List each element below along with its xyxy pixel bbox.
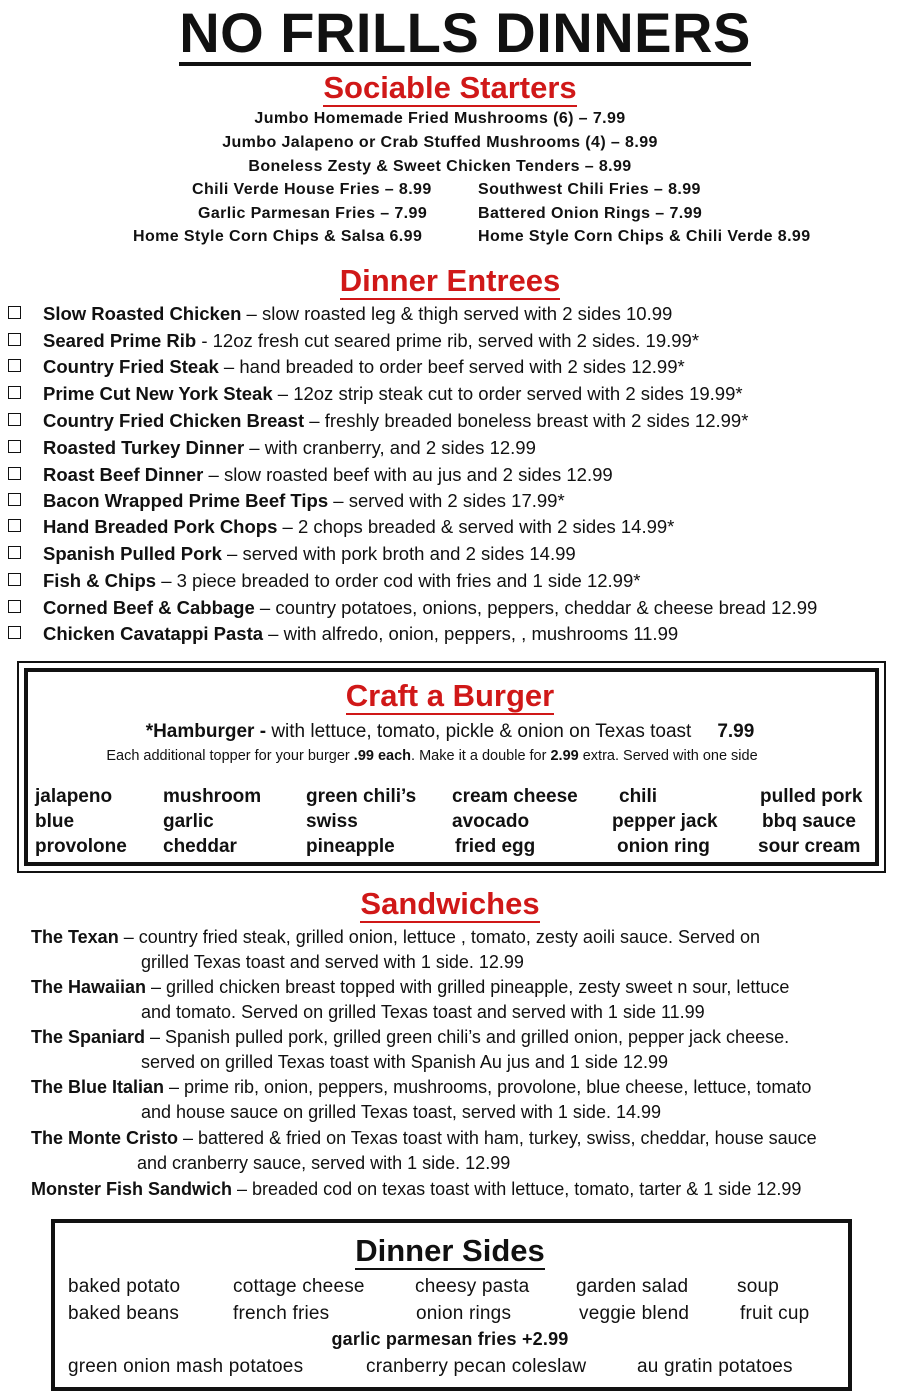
side-item: cottage cheese bbox=[233, 1276, 365, 1297]
sandwich-item bbox=[31, 1027, 789, 1048]
starters-heading: Sociable Starters bbox=[323, 70, 577, 105]
sandwich-desc-cont: served on grilled Texas toast with Spanish Au jus and 1 side 12.99 bbox=[141, 1052, 669, 1072]
checkbox-icon bbox=[8, 519, 21, 532]
entree-item bbox=[8, 623, 678, 645]
topper-item: sour cream bbox=[758, 836, 861, 857]
sandwich-name: The Spaniard bbox=[31, 1027, 146, 1047]
starter-item: Jumbo Homemade Fried Mushrooms (6) – 7.99 bbox=[254, 110, 626, 127]
burger-desc: with lettuce, tomato, pickle & onion on Texas toast bbox=[271, 721, 692, 742]
burger-main bbox=[0, 721, 900, 743]
side-item: cranberry pecan coleslaw bbox=[366, 1356, 587, 1377]
sandwich-desc-cont: and house sauce on grilled Texas toast, served with 1 side. 14.99 bbox=[141, 1102, 661, 1122]
entree-name: Country Fried Steak bbox=[43, 356, 219, 377]
checkbox-icon bbox=[8, 413, 21, 426]
entree-desc: – served with pork broth and 2 sides 14.99 bbox=[221, 543, 576, 564]
entree-item bbox=[8, 597, 817, 619]
entree-name: Prime Cut New York Steak bbox=[43, 383, 273, 404]
entree-desc: – 3 piece breaded to order cod with fries and 1 side 12.99* bbox=[156, 570, 641, 591]
entree-desc: – with alfredo, onion, peppers, , mushrooms 11.99 bbox=[263, 623, 679, 644]
starter-item: Battered Onion Rings – 7.99 bbox=[478, 205, 703, 222]
topper-item: green chili’s bbox=[306, 786, 417, 807]
entree-name: Seared Prime Rib bbox=[43, 330, 197, 351]
checkbox-icon bbox=[8, 546, 21, 559]
sandwich-item bbox=[31, 1179, 801, 1200]
side-item: baked potato bbox=[68, 1276, 181, 1297]
entrees-heading: Dinner Entrees bbox=[339, 263, 561, 298]
sandwich-desc: – grilled chicken breast topped with grilled pineapple, zesty sweet n sour, lettuce bbox=[146, 977, 790, 997]
topper-item: onion ring bbox=[617, 836, 710, 857]
entree-desc: – country potatoes, onions, peppers, cheddar & cheese bread 12.99 bbox=[254, 597, 818, 618]
side-item: cheesy pasta bbox=[415, 1276, 530, 1297]
entree-desc: – freshly breaded boneless breast with 2 sides 12.99* bbox=[304, 410, 749, 431]
sandwich-desc: – breaded cod on texas toast with lettuce, tomato, tarter & 1 side 12.99 bbox=[232, 1179, 802, 1199]
side-item: garden salad bbox=[576, 1276, 689, 1297]
sandwiches-heading: Sandwiches bbox=[360, 886, 540, 921]
entree-name: Slow Roasted Chicken bbox=[43, 303, 242, 324]
entree-item bbox=[8, 516, 674, 538]
entree-name: Chicken Cavatappi Pasta bbox=[43, 623, 264, 644]
sandwich-desc-cont: grilled Texas toast and served with 1 side. 12.99 bbox=[141, 952, 524, 972]
checkbox-icon bbox=[8, 573, 21, 586]
checkbox-icon bbox=[8, 359, 21, 372]
burger-note: Each additional topper for your burger .99 each. Make it a double for 2.99 extra. Served with one side bbox=[106, 748, 758, 764]
entree-desc: – served with 2 sides 17.99* bbox=[328, 490, 565, 511]
entree-name: Country Fried Chicken Breast bbox=[43, 410, 305, 431]
checkbox-icon bbox=[8, 386, 21, 399]
topper-item: bbq sauce bbox=[762, 811, 856, 832]
sandwich-desc: – prime rib, onion, peppers, mushrooms, provolone, blue cheese, lettuce, tomato bbox=[164, 1077, 812, 1097]
checkbox-icon bbox=[8, 600, 21, 613]
sandwich-desc: – Spanish pulled pork, grilled green chili’s and grilled onion, pepper jack cheese. bbox=[145, 1027, 790, 1047]
entree-desc: – 2 chops breaded & served with 2 sides 14.99* bbox=[277, 516, 675, 537]
side-item: onion rings bbox=[416, 1303, 512, 1324]
topper-item: mushroom bbox=[163, 786, 262, 807]
sandwich-desc-cont: and tomato. Served on grilled Texas toast and served with 1 side 11.99 bbox=[141, 1002, 705, 1022]
topper-item: pulled pork bbox=[760, 786, 863, 807]
side-item: fruit cup bbox=[740, 1303, 810, 1324]
entree-item bbox=[8, 410, 748, 432]
starter-item: Garlic Parmesan Fries – 7.99 bbox=[198, 205, 428, 222]
page-title: NO FRILLS DINNERS bbox=[179, 1, 751, 64]
topper-item: fried egg bbox=[455, 836, 536, 857]
sandwich-name: The Hawaiian bbox=[31, 977, 147, 997]
sandwich-desc-cont: and cranberry sauce, served with 1 side. 12.99 bbox=[137, 1153, 511, 1173]
entree-name: Hand Breaded Pork Chops bbox=[43, 516, 278, 537]
checkbox-icon bbox=[8, 467, 21, 480]
starter-item: Boneless Zesty & Sweet Chicken Tenders – 8.99 bbox=[248, 158, 632, 175]
topper-item: swiss bbox=[306, 811, 358, 832]
burger-heading: Craft a Burger bbox=[345, 678, 555, 713]
sandwich-desc: – country fried steak, grilled onion, lettuce , tomato, zesty aoili sauce. Served on bbox=[118, 927, 761, 947]
topper-item: chili bbox=[619, 786, 658, 807]
sandwich-item bbox=[31, 1077, 811, 1098]
entree-desc: - 12oz fresh cut seared prime rib, served with 2 sides. 19.99* bbox=[196, 330, 700, 351]
entree-desc: – 12oz strip steak cut to order served with 2 sides 19.99* bbox=[272, 383, 743, 404]
side-item: au gratin potatoes bbox=[637, 1356, 793, 1377]
topper-item: jalapeno bbox=[35, 786, 113, 807]
topper-item: blue bbox=[35, 811, 75, 832]
entree-desc: – slow roasted leg & thigh served with 2 sides 10.99 bbox=[241, 303, 673, 324]
topper-item: cream cheese bbox=[452, 786, 578, 807]
entree-desc: – slow roasted beef with au jus and 2 sides 12.99 bbox=[203, 464, 613, 485]
entree-item bbox=[8, 383, 743, 405]
side-item: baked beans bbox=[68, 1303, 180, 1324]
topper-item: cheddar bbox=[163, 836, 237, 857]
entree-item bbox=[8, 303, 672, 325]
sandwich-item bbox=[31, 1128, 817, 1149]
entree-name: Corned Beef & Cabbage bbox=[43, 597, 255, 618]
topper-item: avocado bbox=[452, 811, 530, 832]
entree-item bbox=[8, 543, 576, 565]
entree-item bbox=[8, 490, 565, 512]
entree-item bbox=[8, 330, 699, 352]
entree-item bbox=[8, 437, 536, 459]
side-item: french fries bbox=[233, 1303, 330, 1324]
topper-item: provolone bbox=[35, 836, 127, 857]
side-item: veggie blend bbox=[579, 1303, 690, 1324]
burger-price: 7.99 bbox=[717, 721, 755, 742]
checkbox-icon bbox=[8, 306, 21, 319]
sandwich-desc: – battered & fried on Texas toast with ham, turkey, swiss, cheddar, house sauce bbox=[178, 1128, 817, 1148]
starter-item: Southwest Chili Fries – 8.99 bbox=[478, 181, 701, 198]
burger-name: *Hamburger - bbox=[145, 721, 272, 742]
sandwich-item bbox=[31, 927, 760, 948]
featured-side: garlic parmesan fries +2.99 bbox=[331, 1329, 569, 1349]
checkbox-icon bbox=[8, 440, 21, 453]
sandwich-name: The Texan bbox=[31, 927, 119, 947]
entree-item bbox=[8, 356, 685, 378]
topper-item: pineapple bbox=[306, 836, 395, 857]
sandwich-item bbox=[31, 977, 789, 998]
entree-name: Roasted Turkey Dinner bbox=[43, 437, 245, 458]
sandwich-name: The Blue Italian bbox=[31, 1077, 165, 1097]
entree-name: Fish & Chips bbox=[43, 570, 157, 591]
entree-item bbox=[8, 570, 640, 592]
entree-name: Spanish Pulled Pork bbox=[43, 543, 222, 564]
entree-name: Roast Beef Dinner bbox=[43, 464, 204, 485]
entree-name: Bacon Wrapped Prime Beef Tips bbox=[43, 490, 329, 511]
entree-desc: – hand breaded to order beef served with 2 sides 12.99* bbox=[218, 356, 685, 377]
side-item: soup bbox=[737, 1276, 780, 1297]
side-item: green onion mash potatoes bbox=[68, 1356, 304, 1377]
starter-item: Chili Verde House Fries – 8.99 bbox=[192, 181, 432, 198]
topper-item: pepper jack bbox=[612, 811, 718, 832]
entree-desc: – with cranberry, and 2 sides 12.99 bbox=[244, 437, 536, 458]
sandwich-name: Monster Fish Sandwich bbox=[31, 1179, 233, 1199]
topper-item: garlic bbox=[163, 811, 214, 832]
entree-item bbox=[8, 464, 613, 486]
starter-item: Jumbo Jalapeno or Crab Stuffed Mushrooms (4) – 8.99 bbox=[222, 134, 658, 151]
starter-item: Home Style Corn Chips & Chili Verde 8.99 bbox=[478, 228, 811, 245]
sandwich-name: The Monte Cristo bbox=[31, 1128, 178, 1148]
checkbox-icon bbox=[8, 333, 21, 346]
sides-heading: Dinner Sides bbox=[355, 1233, 545, 1268]
starter-item: Home Style Corn Chips & Salsa 6.99 bbox=[133, 228, 423, 245]
checkbox-icon bbox=[8, 493, 21, 506]
checkbox-icon bbox=[8, 626, 21, 639]
